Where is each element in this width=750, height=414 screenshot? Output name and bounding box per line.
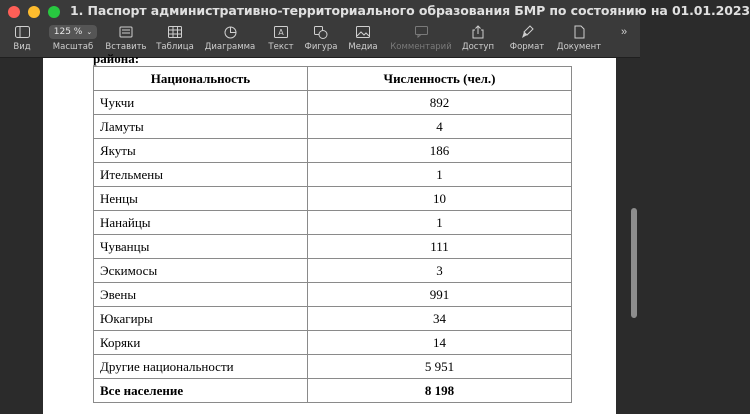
shape-button[interactable] bbox=[302, 22, 340, 57]
share-button[interactable] bbox=[458, 22, 498, 57]
count-cell: 34 bbox=[308, 307, 572, 331]
chevron-double-right-icon: » bbox=[620, 26, 628, 38]
table-icon bbox=[167, 25, 183, 39]
document-icon bbox=[571, 25, 587, 39]
pie-chart-icon bbox=[222, 25, 238, 39]
chart-button[interactable] bbox=[204, 22, 256, 57]
zoom-value: 125 % bbox=[53, 27, 83, 37]
column-header-nationality: Национальность bbox=[94, 67, 308, 91]
table-label: Таблица bbox=[156, 42, 194, 52]
nationality-cell: Нанайцы bbox=[94, 211, 308, 235]
format-button[interactable] bbox=[506, 22, 548, 57]
count-cell: 10 bbox=[308, 187, 572, 211]
table-row bbox=[94, 331, 572, 355]
nationality-cell: Чуванцы bbox=[94, 235, 308, 259]
table-row bbox=[94, 163, 572, 187]
table-row bbox=[94, 139, 572, 163]
close-button[interactable] bbox=[8, 6, 20, 18]
shape-label: Фигура bbox=[304, 42, 338, 52]
count-cell: 14 bbox=[308, 331, 572, 355]
nationality-cell: Ненцы bbox=[94, 187, 308, 211]
count-cell: 1 bbox=[308, 211, 572, 235]
nationality-cell: Ительмены bbox=[94, 163, 308, 187]
table-row bbox=[94, 283, 572, 307]
comment-button[interactable] bbox=[388, 22, 454, 57]
text-button[interactable] bbox=[266, 22, 296, 57]
document-page bbox=[43, 51, 616, 414]
table-row bbox=[94, 115, 572, 139]
nationality-cell: Другие национальности bbox=[94, 355, 308, 379]
nationality-cell: Чукчи bbox=[94, 91, 308, 115]
count-cell: 991 bbox=[308, 283, 572, 307]
column-header-count: Численность (чел.) bbox=[308, 67, 572, 91]
table-row bbox=[94, 235, 572, 259]
count-cell: 1 bbox=[308, 163, 572, 187]
nationality-cell: Эскимосы bbox=[94, 259, 308, 283]
document-button[interactable] bbox=[556, 22, 602, 57]
table-row bbox=[94, 91, 572, 115]
count-cell: 4 bbox=[308, 115, 572, 139]
format-label: Формат bbox=[509, 42, 545, 52]
table-row bbox=[94, 355, 572, 379]
table-row bbox=[94, 259, 572, 283]
table-button[interactable] bbox=[154, 22, 196, 57]
chart-label: Диаграмма bbox=[204, 42, 256, 52]
comment-label: Комментарий bbox=[390, 42, 452, 52]
table-total-row bbox=[94, 379, 572, 403]
comment-icon bbox=[413, 25, 429, 39]
total-value-cell: 8 198 bbox=[308, 379, 572, 403]
svg-text:A: A bbox=[278, 28, 284, 37]
nationality-cell: Ламуты bbox=[94, 115, 308, 139]
view-button[interactable] bbox=[8, 22, 36, 57]
nationality-cell: Эвены bbox=[94, 283, 308, 307]
paragraph-list-icon bbox=[118, 25, 134, 39]
window-controls bbox=[8, 6, 60, 18]
nationality-cell: Коряки bbox=[94, 331, 308, 355]
shape-icon bbox=[313, 25, 329, 39]
share-label: Доступ bbox=[461, 42, 495, 52]
photo-icon bbox=[355, 25, 371, 39]
share-icon bbox=[470, 25, 486, 39]
nationality-cell: Якуты bbox=[94, 139, 308, 163]
window-title: 1. Паспорт административно-территориального образования БМР по состоянию на 01.01.2023 bbox=[70, 3, 750, 18]
table-header-row bbox=[94, 67, 572, 91]
table-row bbox=[94, 211, 572, 235]
text-box-icon bbox=[273, 25, 289, 39]
count-cell: 186 bbox=[308, 139, 572, 163]
vertical-scrollbar[interactable] bbox=[631, 208, 637, 318]
view-label: Вид bbox=[13, 42, 31, 52]
total-label-cell: Все население bbox=[94, 379, 308, 403]
maximize-button[interactable] bbox=[48, 6, 60, 18]
zoom-control[interactable] bbox=[48, 22, 98, 57]
table-row bbox=[94, 187, 572, 211]
table-row bbox=[94, 307, 572, 331]
document-canvas[interactable] bbox=[0, 51, 640, 414]
title-bar bbox=[0, 0, 750, 22]
zoom-select[interactable] bbox=[49, 25, 97, 39]
count-cell: 111 bbox=[308, 235, 572, 259]
population-table bbox=[93, 66, 572, 403]
minimize-button[interactable] bbox=[28, 6, 40, 18]
section-heading: района: bbox=[93, 51, 140, 66]
insert-label: Вставить bbox=[105, 42, 147, 52]
text-label: Текст bbox=[268, 42, 294, 52]
count-cell: 3 bbox=[308, 259, 572, 283]
document-label: Документ bbox=[556, 42, 602, 52]
media-label: Медиа bbox=[348, 42, 378, 52]
chevron-updown-icon: ⌄ bbox=[86, 28, 93, 36]
paintbrush-icon bbox=[519, 25, 535, 39]
more-button[interactable] bbox=[614, 22, 634, 57]
media-button[interactable] bbox=[346, 22, 380, 57]
count-cell: 5 951 bbox=[308, 355, 572, 379]
count-cell: 892 bbox=[308, 91, 572, 115]
sidebar-icon bbox=[14, 25, 30, 39]
zoom-label: Масштаб bbox=[52, 42, 94, 52]
nationality-cell: Юкагиры bbox=[94, 307, 308, 331]
